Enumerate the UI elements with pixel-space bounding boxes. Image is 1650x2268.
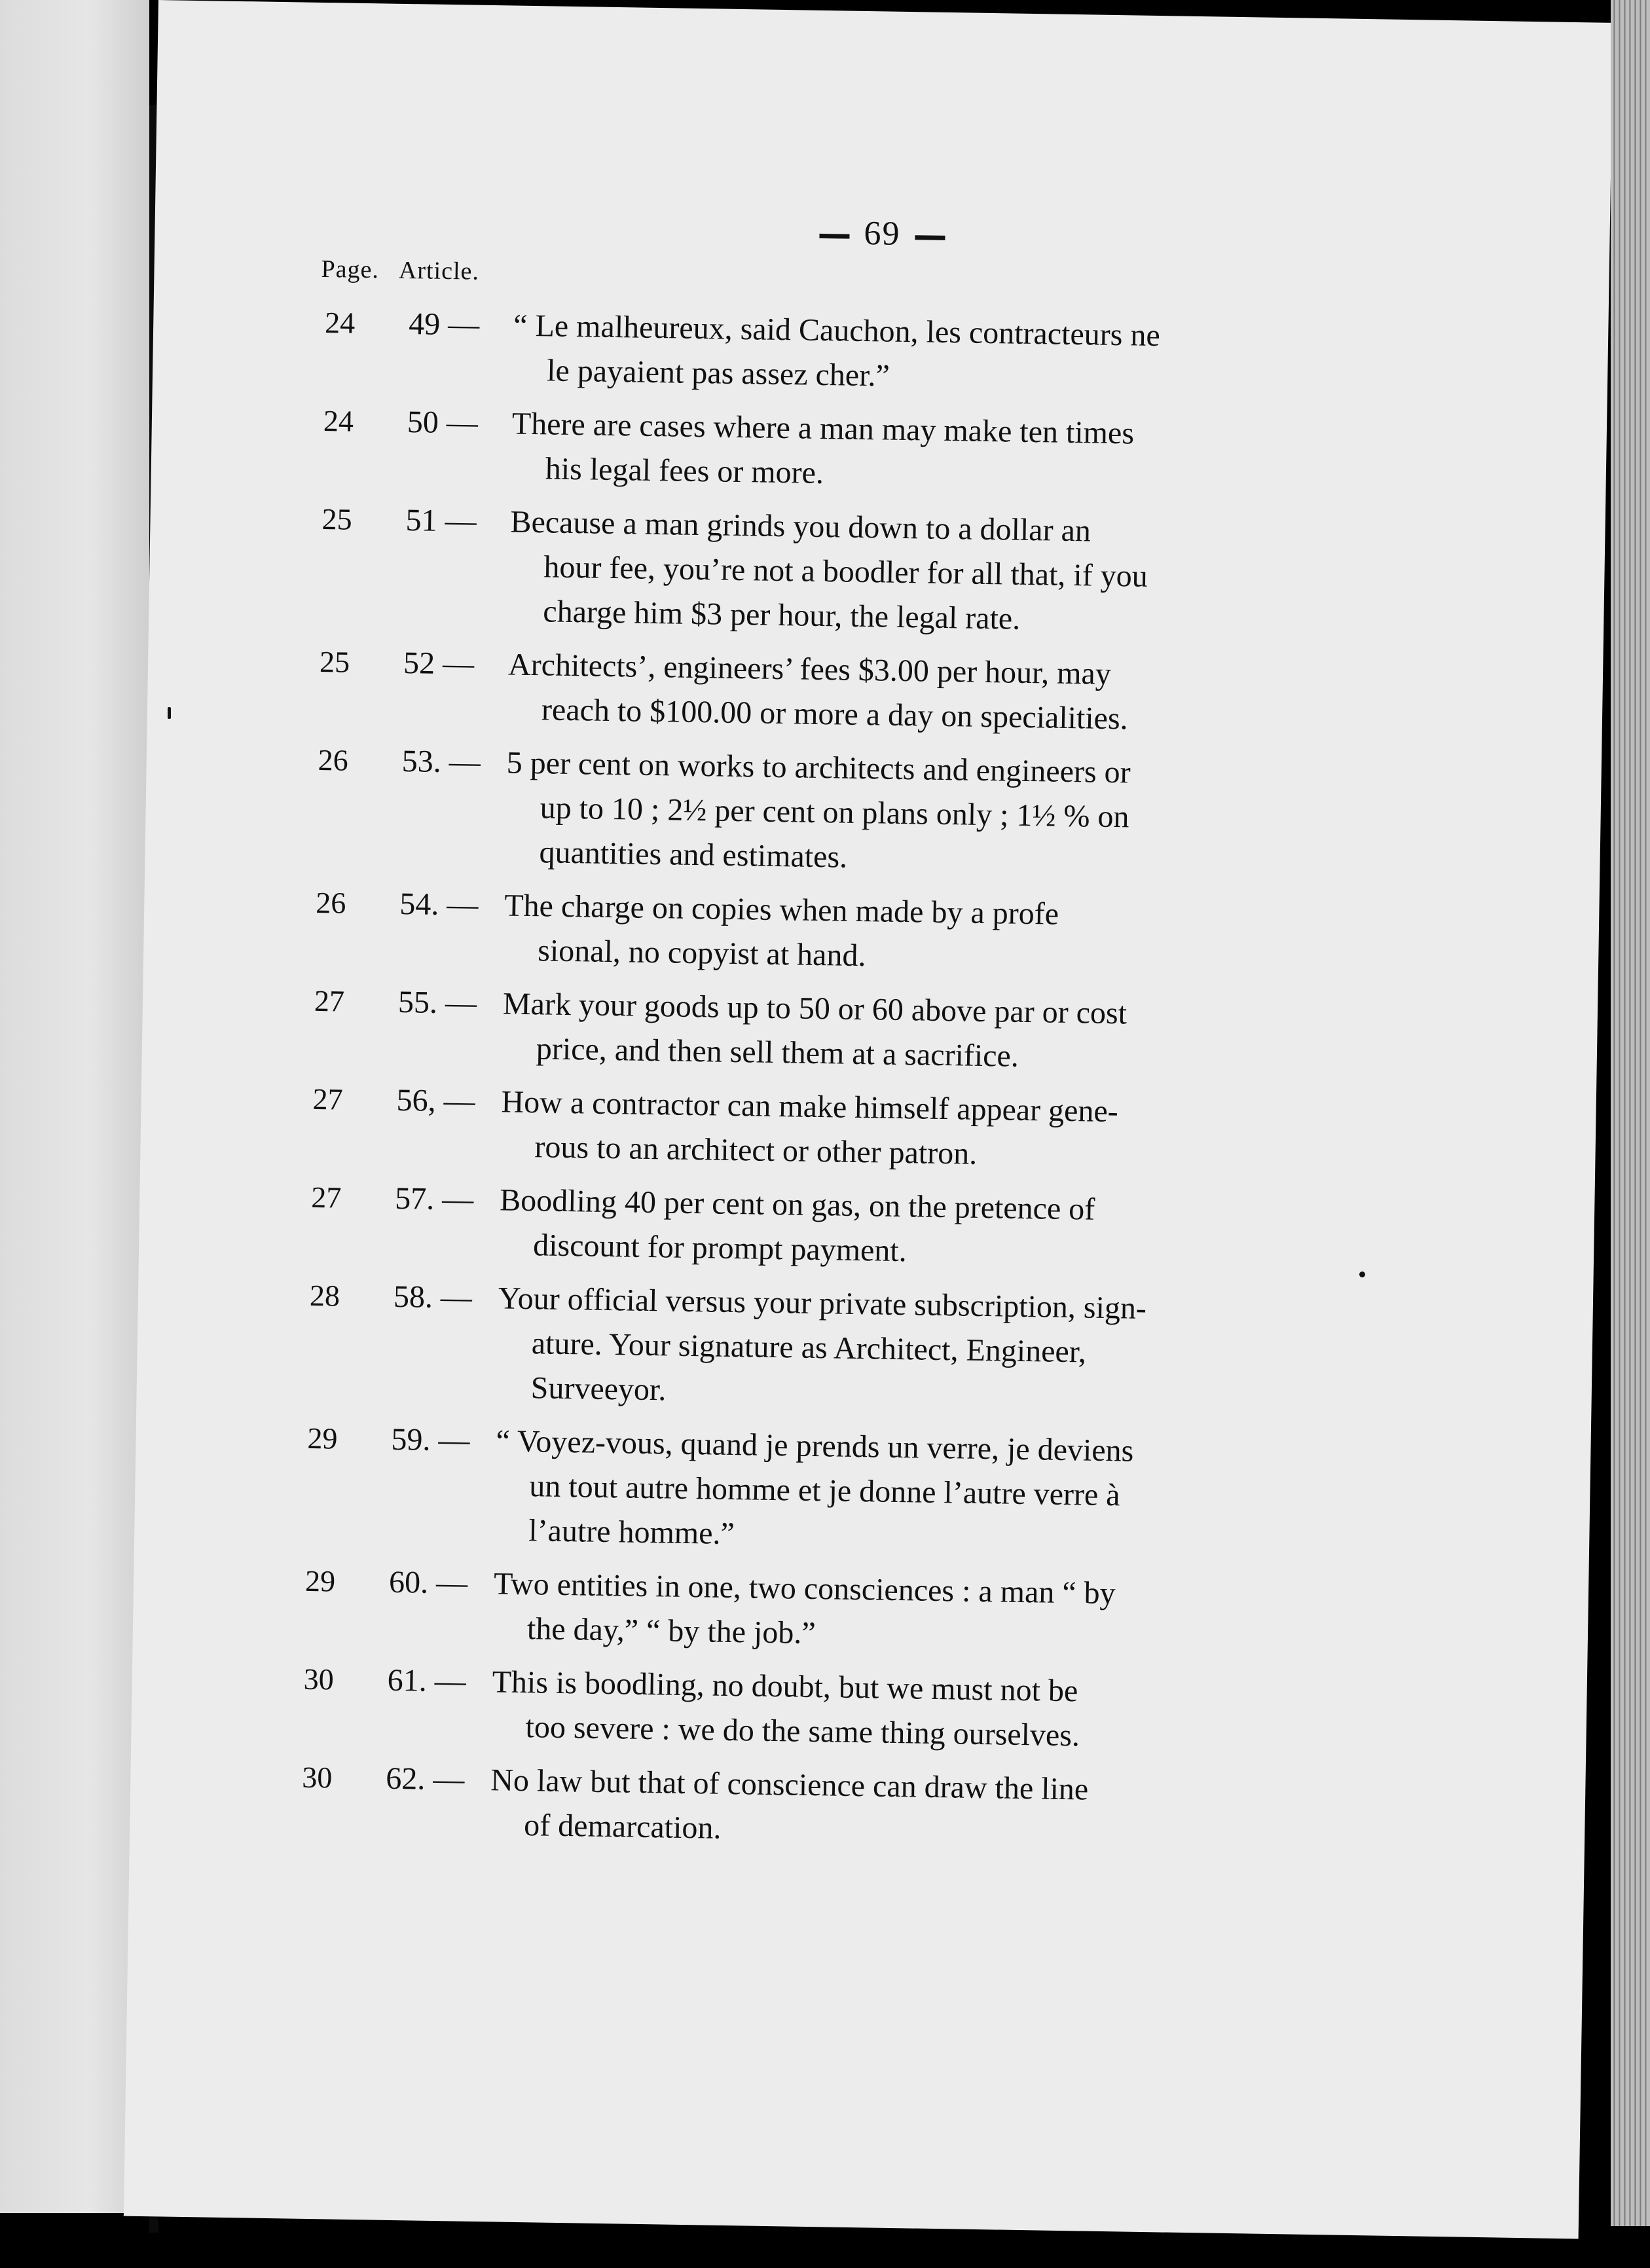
entry-article-number: 57. — [394, 1180, 474, 1217]
dash-right [915, 235, 945, 240]
entry-text [505, 741, 1325, 888]
entry-article-number: 61. — [387, 1662, 467, 1699]
entry-text-line: There are cases where a man may make ten times [511, 406, 1135, 451]
index-entry [134, 1414, 1591, 1570]
entry-article-number: 62. — [385, 1761, 465, 1797]
index-entry [131, 1655, 1587, 1766]
page-number-text: 69 [864, 214, 901, 253]
entry-text-line: his legal fees or more. [545, 451, 824, 491]
index-entry [149, 494, 1605, 651]
entry-page-number: 27 [314, 983, 345, 1018]
entry-article-number: 58. — [393, 1279, 473, 1315]
entry-text-line: The charge on copies when made by a profe [504, 888, 1059, 932]
entry-text-line: No law but that of conscience can draw the line [490, 1763, 1089, 1807]
entry-article-number: 52 — [403, 646, 475, 682]
entry-page-number: 25 [321, 502, 352, 536]
ink-speck [1359, 1271, 1365, 1277]
entry-article-number: 56, — [396, 1082, 476, 1119]
entry-text [491, 1660, 1311, 1762]
index-entry [145, 735, 1602, 892]
article-column-header: Article. [398, 256, 480, 285]
entry-page-number: 28 [309, 1278, 340, 1313]
entry-text-line: up to 10 ; 2½ per cent on plans only ; 1½ % on [540, 790, 1129, 835]
entry-page-number: 25 [319, 644, 350, 679]
page-stack-edge [1611, 0, 1650, 2226]
entry-text [492, 1562, 1312, 1664]
entry-text [500, 1080, 1320, 1182]
entry-page-number: 29 [307, 1421, 338, 1455]
index-entry [130, 1753, 1586, 1865]
index-entry [153, 298, 1609, 410]
index-entry [136, 1271, 1593, 1427]
index-entry [140, 1074, 1596, 1186]
entry-page-number: 24 [324, 306, 356, 340]
entry-page-number: 26 [318, 742, 349, 777]
index-entry [147, 637, 1604, 749]
entry-text-line: too severe : we do the same thing ourselves. [525, 1710, 1080, 1753]
entry-page-number: 29 [304, 1564, 336, 1598]
index-entries [130, 298, 1609, 1874]
entry-page-number: 24 [323, 404, 354, 438]
entry-page-number: 27 [312, 1082, 344, 1116]
entry-article-number: 50 — [407, 405, 479, 441]
entry-article-number: 54. — [399, 886, 479, 923]
entry-text-line: hour fee, you’re not a boodler for all that, if you [543, 549, 1148, 594]
entry-text [494, 1419, 1315, 1565]
entry-text [507, 643, 1327, 745]
entry-text-line: discount for prompt payment. [532, 1228, 908, 1269]
entry-text-line: un tout autre homme et je donne l’autre verre à [529, 1469, 1121, 1513]
entry-text-line: Two entities in one, two consciences : a man “ by [493, 1566, 1116, 1611]
entry-text-line: This is boodling, no doubt, but we must not be [492, 1664, 1078, 1709]
column-headers [321, 255, 479, 286]
entry-text-line: price, and then sell them at a sacrifice. [536, 1031, 1019, 1074]
index-entry [133, 1556, 1589, 1668]
entry-text-line: Your official versus your private subscription, sign- [498, 1281, 1147, 1326]
index-entry [141, 976, 1598, 1088]
ink-speck [168, 707, 171, 719]
entry-text [511, 402, 1330, 504]
entry-text-line: Because a man grinds you down to a dollar an [510, 504, 1091, 549]
entry-page-number: 27 [310, 1180, 342, 1215]
index-entry [151, 396, 1607, 508]
entry-text-line: Mark your goods up to 50 or 60 above par or cost [502, 986, 1128, 1031]
entry-text [502, 981, 1321, 1084]
entry-article-number: 51 — [405, 503, 477, 539]
entry-article-number: 60. — [388, 1564, 468, 1601]
entry-page-number: 30 [301, 1760, 333, 1795]
entry-article-number: 49 — [408, 306, 480, 342]
entry-article-number: 59. — [391, 1421, 470, 1458]
entry-text-line: “ Le malheureux, said Cauchon, les contracteurs ne [513, 308, 1161, 354]
entry-page-number: 30 [303, 1662, 335, 1696]
page-column-header: Page. [321, 255, 380, 284]
entry-page-number: 26 [315, 885, 346, 920]
entry-text [513, 304, 1332, 406]
entry-text-line: How a contractor can make himself appear gene- [501, 1084, 1119, 1129]
entry-text-line: Architects’, engineers’ fees $3.00 per hour, may [507, 647, 1112, 691]
entry-text-line: reach to $100.00 or more a day on specialities. [541, 692, 1129, 737]
entry-text [499, 1178, 1319, 1280]
entry-text-line: the day,” “ by the job.” [526, 1611, 816, 1651]
index-entry [143, 878, 1600, 990]
entry-text [504, 883, 1323, 985]
entry-text-line: l’autre homme.” [528, 1513, 735, 1552]
book-page [124, 0, 1613, 2239]
entry-text-line: rous to an architect or other patron. [534, 1129, 978, 1171]
entry-text-line: sional, no copyist at hand. [537, 933, 866, 974]
index-entry [139, 1173, 1595, 1285]
entry-text-line: Boodling 40 per cent on gas, on the pretence of [499, 1182, 1095, 1227]
entry-text-line: of demarcation. [523, 1808, 722, 1846]
entry-text-line: le payaient pas assez cher.” [546, 353, 890, 393]
entry-text [496, 1276, 1317, 1423]
entry-text-line: Surveeyor. [530, 1370, 667, 1408]
entry-text-line: quantities and estimates. [539, 835, 848, 875]
entry-article-number: 53. — [401, 743, 481, 780]
entry-text-line: charge him $3 per hour, the legal rate. [542, 594, 1021, 636]
previous-page-edge [0, 0, 149, 2213]
entry-article-number: 55. — [397, 984, 477, 1021]
entry-text [509, 500, 1329, 647]
entry-text-line: “ Voyez-vous, quand je prends un verre, je deviens [496, 1423, 1134, 1469]
entry-text [490, 1758, 1310, 1860]
entry-text-line: ature. Your signature as Architect, Engineer, [531, 1326, 1087, 1370]
dash-left [819, 233, 849, 238]
entry-text-line: 5 per cent on works to architects and engineers or [506, 745, 1131, 790]
